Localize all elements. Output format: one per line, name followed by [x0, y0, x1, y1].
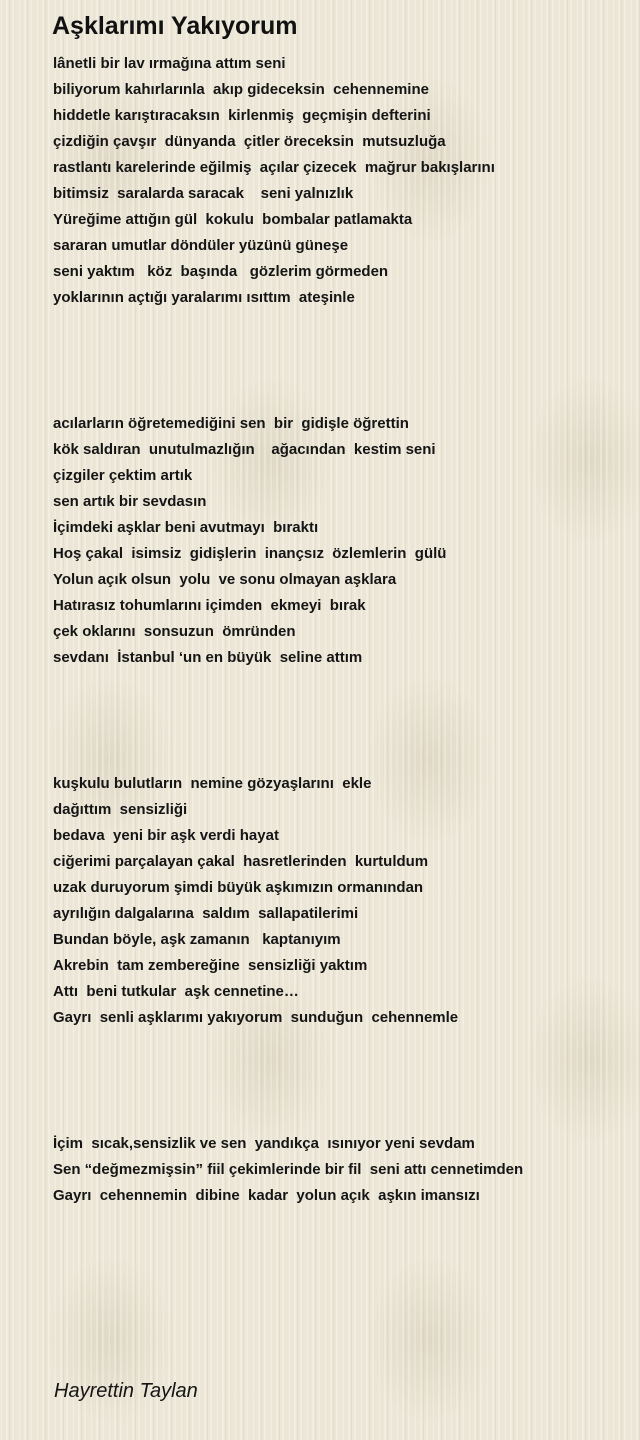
poem-line: kuşkulu bulutların nemine gözyaşlarını ekle	[53, 775, 372, 792]
poem-line: seni yaktım köz başında gözlerim görmeden	[53, 263, 389, 280]
poem-line: Attı beni tutkular aşk cennetine…	[53, 983, 299, 1000]
poem-line: bedava yeni bir aşk verdi hayat	[53, 827, 279, 844]
poem-line: biliyorum kahırlarınla akıp gideceksin cehennemine	[53, 81, 429, 98]
poem-line: çek oklarını sonsuzun ömründen	[53, 623, 296, 640]
poem-line: yoklarının açtığı yaralarımı ısıttım ateşinle	[53, 289, 355, 306]
poem-line: Yüreğime attığın gül kokulu bombalar patlamakta	[53, 211, 413, 228]
poem-line: Gayrı cehennemin dibine kadar yolun açık aşkın imansızı	[53, 1187, 480, 1204]
poem-line: bitimsiz saralarda saracak seni yalnızlık	[53, 185, 354, 202]
poem-title: Aşklarımı Yakıyorum	[52, 12, 298, 40]
poem-line: rastlantı karelerinde eğilmiş açılar çizecek mağrur bakışlarını	[53, 159, 495, 176]
poem-line: İçimdeki aşklar beni avutmayı bıraktı	[53, 519, 319, 536]
stanza-3	[53, 774, 458, 1034]
poem-line: Hatırasız tohumlarını içimden ekmeyi bırak	[53, 597, 366, 614]
poem-line: Bundan böyle, aşk zamanın kaptanıyım	[53, 931, 341, 948]
poem-line: Yolun açık olsun yolu ve sonu olmayan aşklara	[53, 571, 397, 588]
poem-line: sevdanı İstanbul ‘un en büyük seline attım	[53, 649, 363, 666]
stanza-1	[53, 54, 495, 314]
poem-line: uzak duruyorum şimdi büyük aşkımızın ormanından	[53, 879, 424, 896]
stanza-2	[53, 414, 446, 674]
poem-author: Hayrettin Taylan	[54, 1380, 198, 1402]
poem-line: çizgiler çektim artık	[53, 467, 193, 484]
poem-line: kök saldıran unutulmazlığın ağacından kestim seni	[53, 441, 436, 458]
poem-line: Akrebin tam zembereğine sensizliği yaktım	[53, 957, 368, 974]
poem-line: lânetli bir lav ırmağına attım seni	[53, 55, 286, 72]
poem-line: hiddetle karıştıracaksın kirlenmiş geçmişin defterini	[53, 107, 431, 124]
poem-line: ayrılığın dalgalarına saldım sallapatilerimi	[53, 905, 359, 922]
poem-line: çizdiğin çavşır dünyanda çitler öreceksin mutsuzluğa	[53, 133, 446, 150]
poem-line: Gayrı senli aşklarımı yakıyorum sunduğun cehennemle	[53, 1009, 459, 1026]
poem-line: dağıttım sensizliği	[53, 801, 188, 818]
poem-line: acılarların öğretemediğini sen bir gidişle öğrettin	[53, 415, 409, 432]
stanza-4	[53, 1134, 523, 1212]
poem-line: İçim sıcak,sensizlik ve sen yandıkça ısınıyor yeni sevdam	[53, 1135, 475, 1152]
poem-line: sararan umutlar döndüler yüzünü güneşe	[53, 237, 349, 254]
poem-line: ciğerimi parçalayan çakal hasretlerinden kurtuldum	[53, 853, 429, 870]
poem-line: Hoş çakal isimsiz gidişlerin inançsız özlemlerin gülü	[53, 545, 447, 562]
poem-line: sen artık bir sevdasın	[53, 493, 207, 510]
poem-line: Sen “değmezmişsin” fiil çekimlerinde bir fil seni attı cennetimden	[53, 1161, 524, 1178]
